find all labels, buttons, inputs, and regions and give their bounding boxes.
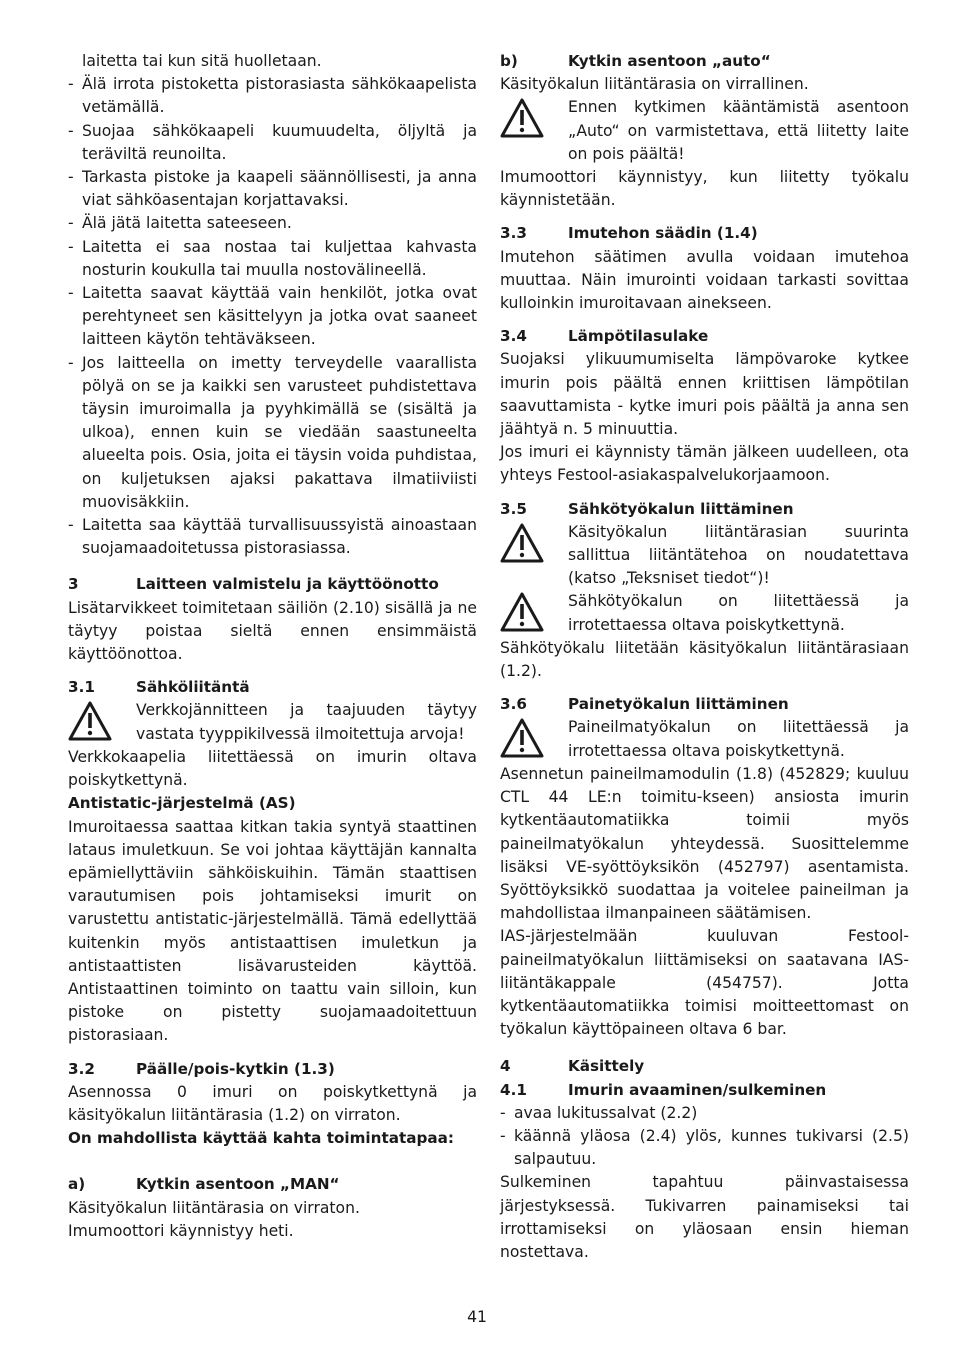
section-text: Sähkötyökalu liitetään käsityökalun liitäntärasiaan (1.2).	[500, 638, 909, 681]
list-item: - Suojaa sähkökaapeli kuumuudelta, öljyltä ja teräviltä reunoilta.	[68, 120, 477, 166]
section-text: Imuroitaessa saattaa kitkan takia syntyä staattinen lataus imuletkuun. Se voi johtaa käyttäjän kannalta epämiellyttäviin sähköiskuihin. Tämän staattisen varautumisen pois johtamiseksi imurit on varustettu antistatic-järjestelmällä. Tämä edellyttää kuitenkin myös antistaattisen imuletkun ja antistaattisten lisävarusteiden käyttöä. Antistaattinen toiminto on taattu vain silloin, kun pistoke on pistetty suojamaadoitettuun pistorasiaan.	[68, 817, 477, 1045]
section-number: 3.5	[500, 499, 527, 518]
warning-text: Paineilmatyökalun on liitettäessä ja irrotettaessa oltava poiskytkettynä.	[568, 718, 909, 760]
section-text: Lisätarvikkeet toimitetaan säiliön (2.10) sisällä ja ne täytyy poistaa sieltä ennen ensimmäistä käyttöönottoa.	[68, 598, 477, 664]
bold-line: On mahdollista käyttää kahta toimintatapaa:	[68, 1129, 454, 1148]
section-title: Käsittely	[568, 1057, 645, 1076]
section-title: Imutehon säädin (1.4)	[568, 224, 758, 243]
section-title: Lämpötilasulake	[568, 327, 709, 346]
section-text: Sulkeminen tapahtuu päinvastaisessa järjestyksessä. Tukivarren painamiseksi tai irrottamiseksi on yläosaan ensin hieman nostettava.	[500, 1173, 909, 1261]
list-item: - käännä yläosa (2.4) ylös, kunnes tukivarsi (2.5) salpautuu.	[500, 1125, 909, 1171]
warning-block	[500, 716, 909, 762]
steps-list	[500, 1102, 909, 1172]
section-heading-3-5	[500, 498, 909, 521]
list-item: - avaa lukitussalvat (2.2)	[500, 1102, 909, 1125]
list-item: - Laitetta saavat käyttää vain henkilöt, jotka ovat perehtyneet sen käsittelyyn ja jotka ovat saaneet laitteen käytön tehtäväkseen.	[68, 282, 477, 352]
section-heading-3-1	[68, 676, 477, 699]
section-text: IAS-järjestelmään kuuluvan Festool-paineilmatyökalun liittämiseksi on saatavana IAS-liitäntäkappale (454757). Jotta kytkentäautomatiikka toimisi moitteettomast on työkalun käyttöpaineen oltava 6 bar.	[500, 927, 909, 1039]
left-column	[68, 50, 477, 1243]
section-number: 3.4	[500, 327, 527, 346]
subheading-a	[68, 1173, 477, 1196]
section-number: 3.1	[68, 678, 95, 697]
section-text: Imumoottori käynnistyy heti.	[68, 1221, 294, 1240]
section-number: 3.3	[500, 224, 527, 243]
section-text: Imutehon säätimen avulla voidaan imutehoa muuttaa. Näin imurointi voidaan tarkasti sovittaa kulloinkin imuroitavaan ainekseen.	[500, 247, 909, 313]
list-item: - Älä jätä laitetta sateeseen.	[68, 212, 477, 235]
list-item: - Jos laitteella on imetty terveydelle vaarallista pölyä on se ja kaikki sen varusteet puhdistettava täysin imuroimalla ja pyyhkimällä se (sisältä ja ulkoa), ennen kuin se viedään saastuneelta alueelta pois. Osia, joita ei täysin voida puhdistaa, on kuljetuksen ajaksi pakattava ilmatiiviisti muovisäkkiin.	[68, 352, 477, 514]
warning-block	[68, 699, 477, 745]
list-item: - Laitetta ei saa nostaa tai kuljettaa kahvasta nosturin koukulla tai muulla nostovälineellä.	[68, 236, 477, 282]
list-item: - Tarkasta pistoke ja kaapeli säännöllisesti, ja anna viat sähköasentajan korjattavaksi.	[68, 166, 477, 212]
warning-text: Ennen kytkimen kääntämistä asentoon „Auto“ on varmistettava, että liitetty laite on pois päältä!	[568, 98, 909, 163]
warning-triangle-icon	[500, 716, 568, 758]
warning-block	[500, 96, 909, 166]
warning-triangle-icon	[500, 521, 568, 563]
section-heading-3-3	[500, 222, 909, 245]
page-number: 41	[467, 1308, 487, 1326]
section-text: Asennetun paineilmamodulin (1.8) (452829; kuuluu CTL 44 LE:n toimitu-kseen) ansiosta imurin kytkentäautomatiikka toimii myös paineilmatyökalun yhteydessä. Suosittelemme lisäksi VE-syöttöyksikön (452797) asentamista. Syöttöyksikkö suodattaa ja voitelee paineilman ja mahdollistaa ilmanpaineen säätämisen.	[500, 764, 909, 923]
section-number: a)	[68, 1175, 86, 1194]
list-item: - Laitetta saa käyttää turvallisuussyistä ainoastaan suojamaadoitetussa pistorasiassa.	[68, 514, 477, 560]
section-number: 3.2	[68, 1059, 95, 1078]
section-title: Kytkin asentoon „auto“	[568, 52, 771, 70]
section-text: Jos imuri ei käynnisty tämän jälkeen uudelleen, ota yhteys Festool-asiakaspalvelukorjaamoon.	[500, 443, 909, 485]
section-number: b)	[500, 52, 518, 70]
section-heading-3-4	[500, 325, 909, 348]
warning-triangle-icon	[500, 590, 568, 632]
warning-text: Verkkojännitteen ja taajuuden täytyy vastata tyyppikilvessä ilmoitettuja arvoja!	[136, 701, 477, 743]
section-number: 4.1	[500, 1080, 527, 1099]
safety-list	[68, 73, 477, 560]
subheading-antistatic: Antistatic-järjestelmä (AS)	[68, 794, 296, 813]
section-text: Käsityökalun liitäntärasia on virrallinen.	[500, 75, 809, 94]
section-title: Päälle/pois-kytkin (1.3)	[136, 1059, 335, 1078]
warning-block	[500, 590, 909, 636]
warning-text: Sähkötyökalun on liitettäessä ja irrotettaessa oltava poiskytkettynä.	[568, 592, 909, 634]
section-text: Suojaksi ylikuumumiselta lämpövaroke kytkee imurin pois päältä ennen kriittisen lämpötilan saavuttamista - kytke imuri pois päältä ja anna sen jäähtyä n. 5 minuuttia.	[500, 350, 909, 439]
section-number: 3.6	[500, 695, 527, 714]
warning-triangle-icon	[68, 699, 136, 741]
section-heading-4	[500, 1055, 909, 1078]
subheading-b	[500, 50, 909, 73]
section-text: Asennossa 0 imuri on poiskytkettynä ja käsityökalun liitäntärasia (1.2) on virraton.	[68, 1082, 477, 1124]
section-number: 4	[500, 1057, 511, 1076]
warning-triangle-icon	[500, 96, 568, 138]
section-heading-3-6	[500, 693, 909, 716]
warning-block	[500, 521, 909, 591]
section-heading-3	[68, 573, 477, 596]
list-item: - Älä irrota pistoketta pistorasiasta sähkökaapelista vetämällä.	[68, 73, 477, 119]
section-heading-3-2	[68, 1058, 477, 1081]
section-title: Sähköliitäntä	[136, 678, 250, 697]
section-title: Kytkin asentoon „MAN“	[136, 1175, 340, 1194]
warning-text: Käsityökalun liitäntärasian suurinta sallittua liitäntätehoa on noudatettava (katso „Teksniset tiedot“)!	[568, 522, 909, 588]
section-title: Laitteen valmistelu ja käyttöönotto	[136, 575, 439, 594]
section-title: Painetyökalun liittäminen	[568, 695, 789, 714]
section-text: Imumoottori käynnistyy, kun liitetty työkalu käynnistetään.	[500, 168, 909, 210]
section-text: Verkkokaapelia liitettäessä on imurin oltava poiskytkettynä.	[68, 747, 477, 790]
section-heading-4-1	[500, 1079, 909, 1102]
intro-line: laitetta tai kun sitä huolletaan.	[82, 52, 322, 70]
right-column	[500, 50, 909, 1264]
section-title: Imurin avaaminen/sulkeminen	[568, 1080, 827, 1099]
section-text: Käsityökalun liitäntärasia on virraton.	[68, 1198, 360, 1217]
section-number: 3	[68, 575, 79, 594]
section-title: Sähkötyökalun liittäminen	[568, 499, 794, 518]
